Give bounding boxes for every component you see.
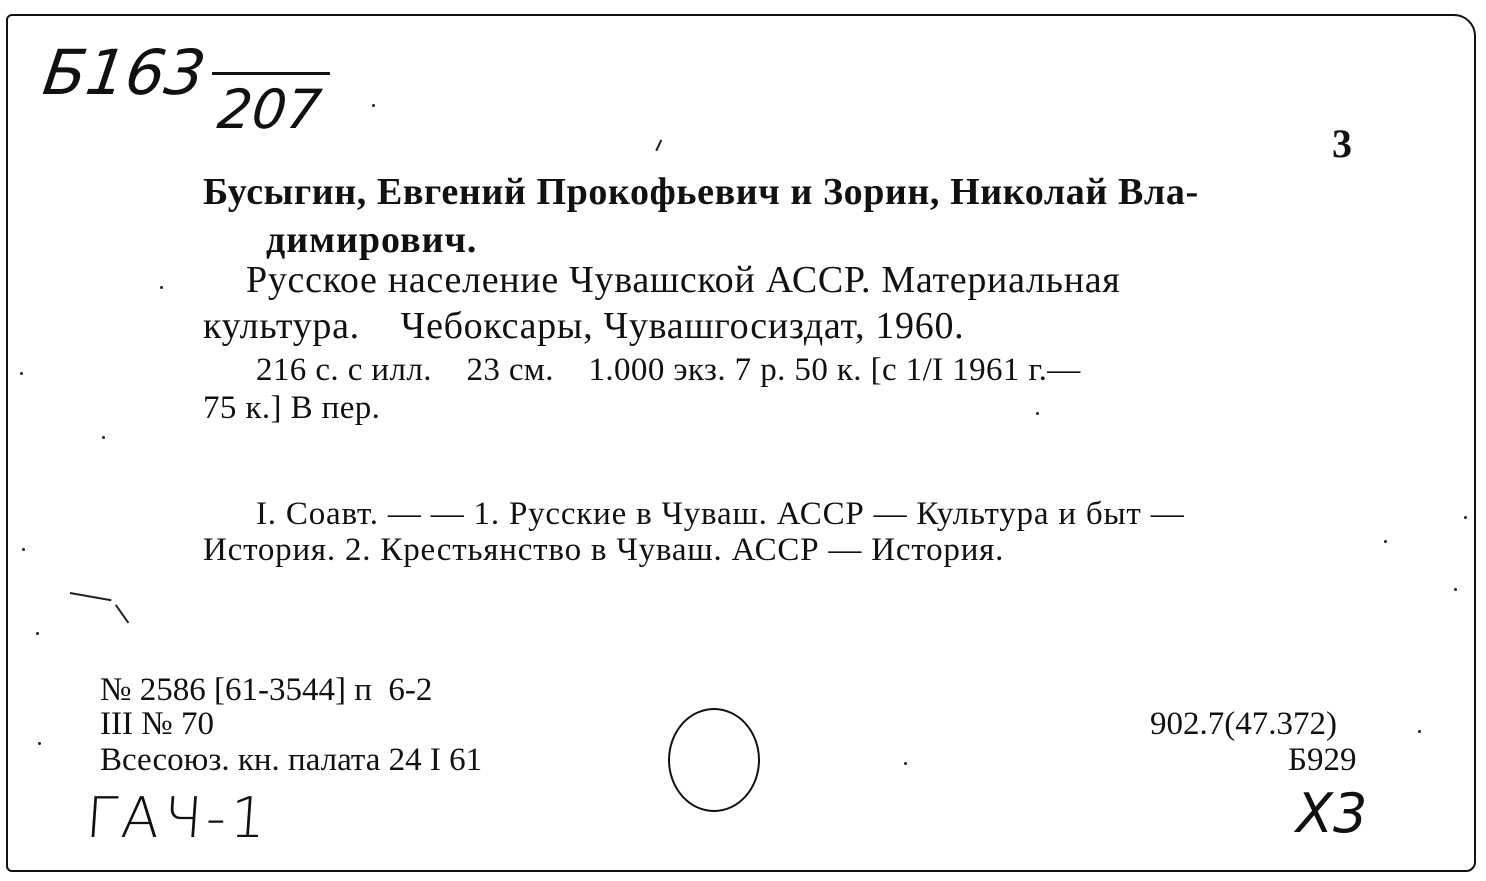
speck: [160, 286, 163, 289]
speck: [904, 762, 907, 765]
speck: [20, 372, 23, 375]
speck: [38, 742, 41, 745]
speck: [1384, 540, 1387, 543]
speck: [22, 548, 25, 551]
author-heading-line2: димирович.: [266, 219, 478, 261]
description-line1: 216 с. с илл. 23 см. 1.000 экз. 7 р. 50 к. [с 1/I 1961 г.—: [256, 352, 1081, 388]
handwritten-bottom-left: ГАЧ-1: [83, 786, 273, 851]
title-line1: Русское население Чувашской АССР. Материальная: [246, 259, 1121, 301]
handwritten-shelf-mark-sub: 207: [214, 78, 325, 141]
registry-line1: № 2586 [61-3544] п 6-2: [100, 672, 433, 708]
speck: [1464, 516, 1467, 519]
punch-hole-circle: [668, 708, 760, 812]
speck: [372, 104, 375, 107]
card-number: 3: [1332, 121, 1353, 166]
title-line2: культура. Чебоксары, Чувашгосиздат, 1960.: [203, 305, 965, 347]
subjects-line2: История. 2. Крестьянство в Чуваш. АССР — История.: [203, 532, 1005, 568]
classification-index: 902.7(47.372): [1150, 706, 1337, 742]
speck: [1418, 730, 1421, 733]
speck: [102, 436, 105, 439]
shelf-mark-fraction-line: [212, 72, 330, 75]
handwritten-shelf-mark: Б163: [38, 36, 211, 109]
registry-line3: Всесоюз. кн. палата 24 I 61: [100, 742, 483, 778]
handwritten-bottom-right: Х3: [1296, 782, 1368, 845]
description-line2: 75 к.] В пер.: [203, 390, 381, 426]
speck: [36, 632, 39, 635]
author-heading-line1: Бусыгин, Евгений Прокофьевич и Зорин, Николай Вла-: [203, 171, 1199, 213]
author-mark: Б929: [1288, 742, 1357, 778]
registry-line2: III № 70: [100, 706, 214, 742]
subjects-line1: I. Соавт. — — 1. Русские в Чуваш. АССР — Культура и быт —: [256, 496, 1185, 532]
speck: [1454, 588, 1457, 591]
speck: [1036, 412, 1039, 415]
